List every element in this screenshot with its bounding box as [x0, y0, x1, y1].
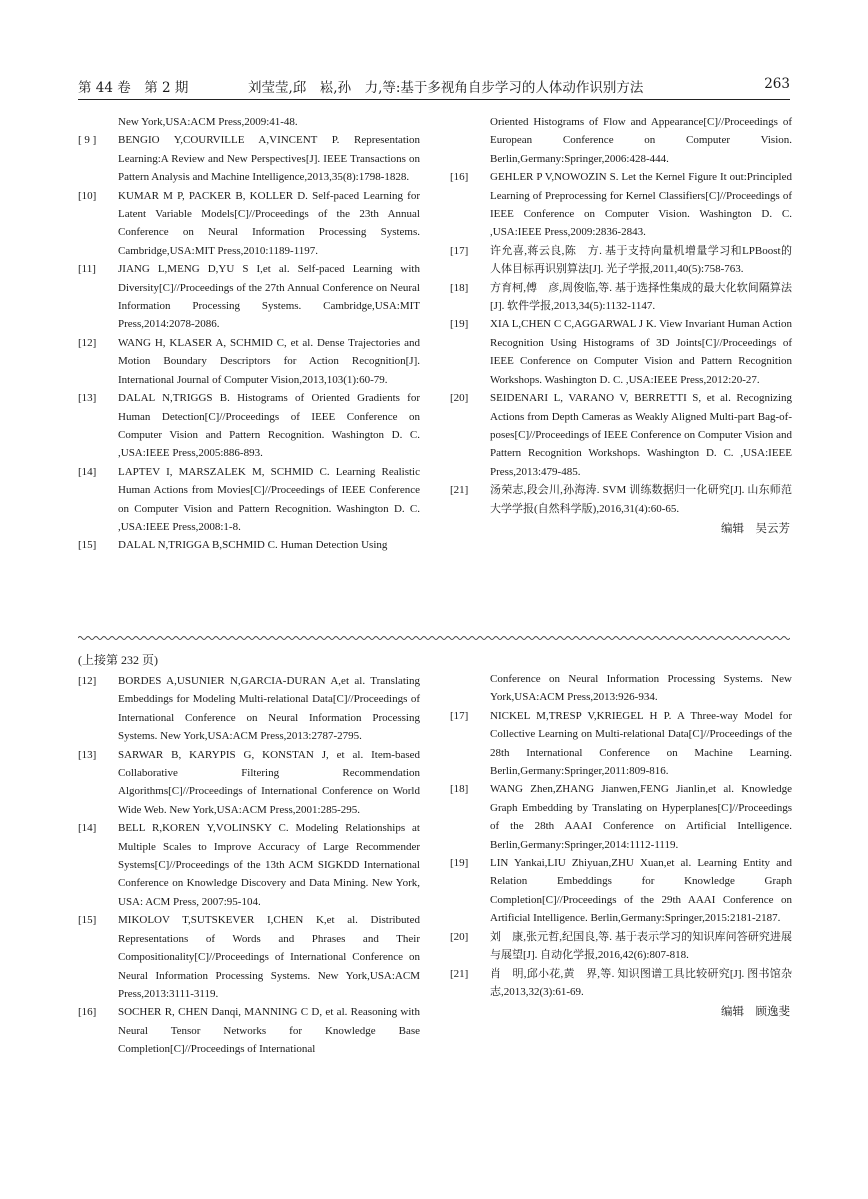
reference-list [78, 131, 420, 554]
bottom-right-column [450, 670, 792, 1022]
reference-text: 方育柯,傅 彦,周俊临,等. 基于选择性集成的最大化软间隔算法[J]. 软件学报,2013,34(5):1132-1147. [490, 281, 792, 313]
reference-text: WANG Zhen,ZHANG Jianwen,FENG Jianlin,et al. Knowledge Graph Embedding by Translating on Hyperplanes[C]//Proceedings of the 28th AAAI Conference on Artificial Intelligence. Berlin,Germany:Springer,2014:1112-1119. [490, 783, 792, 851]
reference-list [450, 707, 792, 1002]
reference-text: DALAL N,TRIGGS B. Histograms of Oriented Gradients for Human Detection[C]//Proceedings of IEEE Conference on Computer Vision and Pattern Recognition. Washington D. C. ,USA:IEEE Press,2005:886-893. [118, 392, 420, 460]
wavy-divider [78, 633, 790, 643]
reference-entry [450, 481, 792, 518]
reference-entry [78, 1003, 420, 1058]
reference-text: SARWAR B, KARYPIS G, KONSTAN J, et al. Item-based Collaborative Filtering Recommendation Algorithms[C]//Proceedings of International Conference on World Wide Web. New York,USA:ACM Press,2001:285-295. [118, 748, 420, 816]
reference-continuation: Conference on Neural Information Processing Systems. New York,USA:ACM Press,2013:926-934. [490, 673, 792, 704]
reference-entry [78, 131, 420, 186]
top-left-column [78, 113, 420, 555]
reference-number: [15] [78, 539, 97, 552]
reference-number: [16] [450, 171, 469, 184]
reference-text: BENGIO Y,COURVILLE A,VINCENT P. Representation Learning:A Review and New Perspectives[J]. IEEE Transactions on Pattern Analysis and Machine Intelligence,2013,35(8):1798-1828. [118, 134, 420, 184]
reference-continuation: New York,USA:ACM Press,2009:41-48. [118, 116, 298, 128]
reference-entry [78, 672, 420, 746]
reference-entry [78, 536, 420, 554]
reference-number: [20] [450, 392, 469, 405]
reference-number: [14] [78, 465, 97, 478]
bottom-left-column [78, 651, 420, 1059]
reference-entry [78, 819, 420, 911]
continued-from-note: (上接第 232 页) [78, 653, 158, 667]
reference-text: SEIDENARI L, VARANO V, BERRETTI S, et al. Recognizing Actions from Depth Cameras as Weakly Aligned Multi-part Bag-of-poses[C]//Proceedings of IEEE Conference on Computer Vision and Pattern Recognition Workshops. Washington D. C. ,USA:IEEE Press,2013:479-485. [490, 392, 792, 478]
reference-number: [15] [78, 914, 97, 927]
reference-number: [ 9 ] [78, 134, 97, 147]
reference-text: NICKEL M,TRESP V,KRIEGEL H P. A Three-way Model for Collective Learning on Multi-relational Data[C]//Proceedings of the 28th International Conference on Machine Learning. Berlin,Germany:Springer,2011:809-816. [490, 709, 792, 778]
reference-entry [450, 965, 792, 1002]
reference-text: LIN Yankai,LIU Zhiyuan,ZHU Xuan,et al. Learning Entity and Relation Embeddings for Knowledge Graph Completion[C]//Proceedings of the 29th AAAI Conference on Artificial Intelligence. Berlin,Germany:Springer,2015:2181-2187. [490, 857, 792, 925]
reference-text: JIANG L,MENG D,YU S I,et al. Self-paced Learning with Diversity[C]//Proceedings of the 27th Annual Conference on Neural Information Processing Systems. Cambridge,USA:MIT Press,2014:2078-2086. [118, 263, 420, 331]
reference-entry [450, 168, 792, 242]
reference-text: 肖 明,邱小花,黄 界,等. 知识图谱工具比较研究[J]. 图书馆杂志,2013,32(3):61-69. [490, 967, 792, 998]
reference-text: BORDES A,USUNIER N,GARCIA-DURAN A,et al. Translating Embeddings for Modeling Multi-relational Data[C]//Proceedings of International Conference on Neural Information Processing Systems. New York,USA:ACM Press,2013:2787-2795. [118, 675, 420, 743]
reference-number: [20] [450, 930, 469, 943]
reference-text: MIKOLOV T,SUTSKEVER I,CHEN K,et al. Distributed Representations of Words and Phrases and Their Compositionality[C]//Proceedings of International Conference on Neural Information Processing Systems. New York,USA:ACM Press,2013:3111-3119. [118, 914, 420, 1000]
header-rule [78, 99, 790, 100]
reference-entry [450, 315, 792, 389]
reference-text: KUMAR M P, PACKER B, KOLLER D. Self-paced Learning for Latent Variable Models[C]//Proceedings of the 23th Annual Conference on Neural Information Processing Systems. Cambridge,USA:MIT Press,2010:1189-1197. [118, 189, 420, 257]
reference-number: [14] [78, 822, 97, 835]
reference-text: XIA L,CHEN C C,AGGARWAL J K. View Invariant Human Action Recognition Using Histograms of 3D Joints[C]//Proceedings of IEEE Conference on Computer Vision and Pattern Recognition Workshops. Washington D. C. ,USA:IEEE Press,2012:20-27. [490, 318, 792, 386]
reference-entry [78, 389, 420, 463]
reference-entry [450, 707, 792, 781]
page-number: 263 [764, 76, 790, 92]
reference-number: [16] [78, 1006, 97, 1019]
reference-number: [19] [450, 857, 469, 870]
reference-entry [78, 334, 420, 389]
reference-number: [17] [450, 709, 469, 722]
reference-text: LAPTEV I, MARSZALEK M, SCHMID C. Learning Realistic Human Actions from Movies[C]//Proceedings of IEEE Conference on Computer Vision and Pattern Recognition. Washington D. C. ,USA:IEEE Press,2008:1-8. [118, 465, 420, 533]
reference-number: [11] [78, 263, 96, 276]
reference-number: [18] [450, 783, 469, 796]
reference-text: SOCHER R, CHEN Danqi, MANNING C D, et al. Reasoning with Neural Tensor Networks for Knowledge Base Completion[C]//Proceedings of International [118, 1006, 420, 1056]
reference-entry [78, 187, 420, 261]
reference-continuation: Oriented Histograms of Flow and Appearance[C]//Proceedings of European Conference on Computer Vision. Berlin,Germany:Springer,2006:428-444. [490, 116, 792, 165]
reference-text: GEHLER P V,NOWOZIN S. Let the Kernel Figure It out:Principled Learning of Preprocessing for Kernel Classifiers[C]//Proceedings of IEEE Conference on Computer Vision. Washington D. C. ,USA:IEEE Press,2009:2836-2843. [490, 171, 792, 239]
reference-entry [450, 780, 792, 854]
editor-credit: 编辑 吴云芳 [721, 522, 790, 535]
reference-number: [17] [450, 244, 469, 257]
reference-entry [450, 279, 792, 316]
journal-volume: 第 44 卷 第 2 期 [78, 80, 189, 96]
reference-number: [12] [78, 336, 97, 349]
reference-text: 汤荣志,段会川,孙海涛. SVM 训练数据归一化研究[J]. 山东师范大学学报(自然科学版),2016,31(4):60-65. [490, 484, 792, 515]
reference-number: [19] [450, 318, 469, 331]
reference-entry [78, 463, 420, 537]
reference-number: [21] [450, 967, 469, 980]
reference-number: [13] [78, 392, 97, 405]
reference-number: [12] [78, 675, 97, 687]
reference-text: 许允喜,蒋云良,陈 方. 基于支持向量机增量学习和LPBoost的人体目标再识别算法[J]. 光子学报,2011,40(5):758-763. [490, 244, 792, 276]
reference-text: WANG H, KLASER A, SCHMID C, et al. Dense Trajectories and Motion Boundary Descriptors for Action Recognition[J]. International Journal of Computer Vision,2013,103(1):60-79. [118, 336, 420, 386]
reference-entry [78, 746, 420, 820]
reference-entry [450, 928, 792, 965]
reference-entry [450, 242, 792, 279]
reference-text: DALAL N,TRIGGA B,SCHMID C. Human Detection Using [118, 539, 388, 552]
reference-list [450, 168, 792, 518]
reference-number: [10] [78, 189, 97, 202]
reference-list [78, 672, 420, 1059]
reference-text: 刘 康,张元哲,纪国良,等. 基于表示学习的知识库问答研究进展与展望[J]. 自动化学报,2016,42(6):807-818. [490, 930, 792, 962]
reference-entry [450, 389, 792, 481]
top-right-column [450, 113, 792, 538]
reference-number: [18] [450, 281, 469, 294]
reference-number: [13] [78, 748, 97, 761]
reference-number: [21] [450, 484, 469, 497]
reference-entry [78, 911, 420, 1003]
reference-entry [78, 260, 420, 334]
reference-text: BELL R,KOREN Y,VOLINSKY C. Modeling Relationships at Multiple Scales to Improve Accuracy of Large Recommender Systems[C]//Proceedings of the 13th ACM SIGKDD International Conference on Knowledge Discovery and Data Mining. New York, USA: ACM Press, 2007:95-104. [118, 822, 420, 908]
running-header [78, 76, 790, 98]
running-title: 刘莹莹,邱 崧,孙 力,等:基于多视角自步学习的人体动作识别方法 [248, 80, 644, 96]
reference-entry [450, 854, 792, 928]
editor-credit: 编辑 顾逸斐 [721, 1006, 790, 1019]
